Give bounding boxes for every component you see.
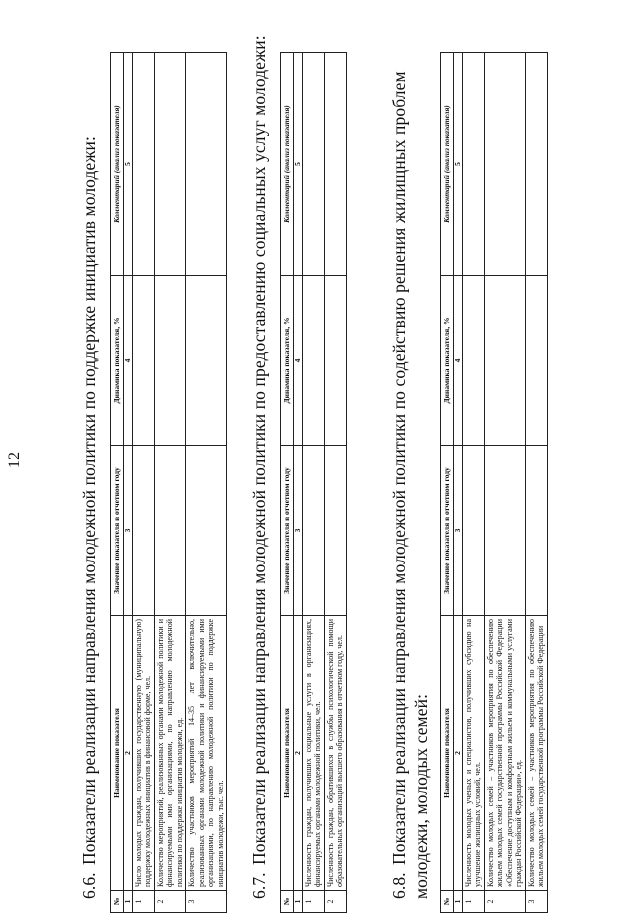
column-number: 3 (123, 446, 132, 616)
column-number: 4 (453, 276, 462, 446)
header-cell: № (111, 891, 124, 913)
header-cell: Наименование показателя (281, 616, 294, 891)
header-cell: Наименование показателя (111, 616, 124, 891)
value-cell[interactable] (525, 446, 547, 616)
table-row (324, 53, 346, 913)
dynamics-cell[interactable] (186, 276, 227, 446)
indicator-name: Численность граждан, получивших социальные услуги в организациях, финансируемых органами молодежной политики, чел. (302, 616, 324, 891)
comment-cell[interactable] (525, 53, 547, 276)
header-cell: Динамика показателя, % (111, 276, 124, 446)
table-row (484, 53, 525, 913)
comment-cell[interactable] (324, 53, 346, 276)
dynamics-cell[interactable] (324, 276, 346, 446)
table-row (302, 53, 324, 913)
table-header-row (111, 53, 124, 913)
row-number: 2 (484, 891, 525, 913)
table-6-8 (440, 52, 548, 913)
column-number: 3 (293, 446, 302, 616)
row-number: 3 (525, 891, 547, 913)
indicator-name: Число молодых граждан, получивших государственную (муниципальную) поддержку молодежных инициатив в финансовой форме, чел. (132, 616, 154, 891)
dynamics-cell[interactable] (484, 276, 525, 446)
indicator-name: Количество молодых семей – участников мероприятия по обеспечению жильем молодых семей государственной программы Российской Федерации (525, 616, 547, 891)
section-title-line-2: молодежи, молодых семей: (411, 693, 431, 899)
dynamics-cell[interactable] (525, 276, 547, 446)
table-row (462, 53, 484, 913)
section-number: 6.8. (389, 872, 409, 899)
column-number: 4 (293, 276, 302, 446)
comment-cell[interactable] (186, 53, 227, 276)
header-cell: Значение показателя в отчетном году (111, 446, 124, 616)
comment-cell[interactable] (462, 53, 484, 276)
value-cell[interactable] (186, 446, 227, 616)
table-row (154, 53, 186, 913)
table-header-row (441, 53, 454, 913)
section-heading-6-6 (78, 136, 100, 899)
column-number-row (123, 53, 132, 913)
header-cell: Комментарий (анализ показателя) (111, 53, 124, 276)
column-number: 5 (293, 53, 302, 276)
indicator-name: Численность граждан, обратившихся в службы психологической помощи образовательных организаций высшего образования в отчетном году, чел. (324, 616, 346, 891)
table-row (186, 53, 227, 913)
header-cell: Комментарий (анализ показателя) (441, 53, 454, 276)
comment-cell[interactable] (302, 53, 324, 276)
table-row (525, 53, 547, 913)
row-number: 1 (132, 891, 154, 913)
section-number: 6.6. (79, 872, 99, 899)
value-cell[interactable] (462, 446, 484, 616)
header-cell: Значение показателя в отчетном году (281, 446, 294, 616)
indicator-name: Численность молодых ученых и специалистов, получивших субсидию на улучшение жилищных условий, чел. (462, 616, 484, 891)
value-cell[interactable] (302, 446, 324, 616)
page-number: 12 (6, 452, 23, 468)
comment-cell[interactable] (484, 53, 525, 276)
value-cell[interactable] (324, 446, 346, 616)
column-number-row (453, 53, 462, 913)
row-number: 1 (302, 891, 324, 913)
dynamics-cell[interactable] (302, 276, 324, 446)
column-number: 5 (123, 53, 132, 276)
header-cell: Динамика показателя, % (281, 276, 294, 446)
dynamics-cell[interactable] (462, 276, 484, 446)
header-cell: Наименование показателя (441, 616, 454, 891)
header-cell: № (441, 891, 454, 913)
table-6-6 (110, 52, 227, 913)
section-number: 6.7. (249, 872, 269, 899)
column-number: 4 (123, 276, 132, 446)
table-header-row (281, 53, 294, 913)
indicator-name: Количество молодых семей – участников мероприятия по обеспечению жильем молодых семей государственной программы Российской Федерации «Обеспечение доступным и комфортным жильем и коммунальными услугами граждан Российской Федерации», ед. (484, 616, 525, 891)
column-number: 1 (123, 891, 132, 913)
header-cell: Комментарий (анализ показателя) (281, 53, 294, 276)
column-number-row (293, 53, 302, 913)
column-number: 3 (453, 446, 462, 616)
header-cell: № (281, 891, 294, 913)
section-title: Показатели реализации направления молодежной политики по поддержке инициатив молодежи: (79, 136, 99, 865)
dynamics-cell[interactable] (132, 276, 154, 446)
column-number: 2 (123, 616, 132, 891)
header-cell: Динамика показателя, % (441, 276, 454, 446)
header-cell: Значение показателя в отчетном году (441, 446, 454, 616)
comment-cell[interactable] (154, 53, 186, 276)
row-number: 3 (186, 891, 227, 913)
table-6-7 (280, 52, 347, 913)
dynamics-cell[interactable] (154, 276, 186, 446)
value-cell[interactable] (484, 446, 525, 616)
indicator-name: Количество мероприятий, реализованных органами молодежной политики и финансируемыми ими организациями, по направлению молодежной политики по поддержке инициатив молодежи, ед. (154, 616, 186, 891)
section-title-line-1: Показатели реализации направления молодежной политики по содействию решения жилищных проблем (389, 71, 409, 865)
section-title: Показатели реализации направления молодежной политики по предоставлению социальных услуг молодежи: (249, 35, 269, 865)
row-number: 1 (462, 891, 484, 913)
column-number: 2 (453, 616, 462, 891)
section-heading-6-8 (388, 71, 432, 899)
table-row (132, 53, 154, 913)
indicator-name: Количество участников мероприятий 14–35 лет включительно, реализованных органами молодежной политики и финансируемыми ими организациями, по направлению молодежной политики по поддержке инициатив молодежи, тыс. чел. (186, 616, 227, 891)
value-cell[interactable] (154, 446, 186, 616)
section-heading-6-7 (248, 35, 270, 899)
row-number: 2 (154, 891, 186, 913)
value-cell[interactable] (132, 446, 154, 616)
column-number: 5 (453, 53, 462, 276)
column-number: 1 (453, 891, 462, 913)
column-number: 2 (293, 616, 302, 891)
row-number: 2 (324, 891, 346, 913)
column-number: 1 (293, 891, 302, 913)
comment-cell[interactable] (132, 53, 154, 276)
